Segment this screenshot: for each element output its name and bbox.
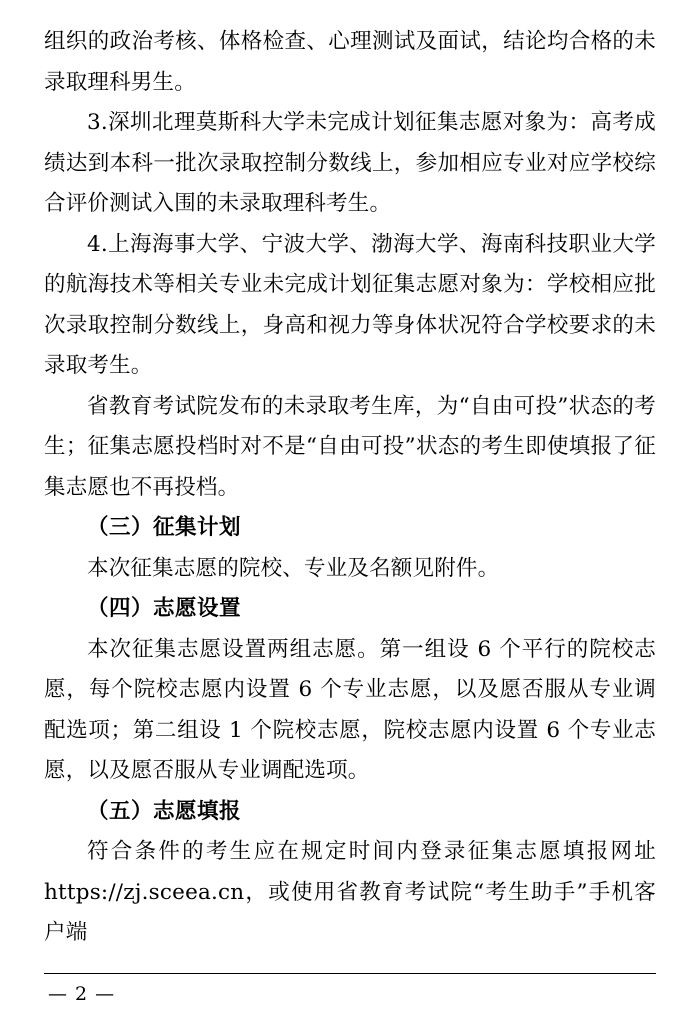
- paragraph-recruitment-plan-body: 本次征集志愿的院校、专业及名额见附件。: [87, 555, 500, 581]
- paragraph-free-status: 省教育考试院发布的未录取考生库，为“自由可投”状态的考生；征集志愿投档时对不是“自由可投”状态的考生即使填报了征集志愿也不再投档。: [44, 393, 656, 500]
- page-footer: [0, 973, 700, 1031]
- page-number: — 2 —: [48, 983, 116, 1005]
- section-heading-recruitment-plan: （三）征集计划: [87, 515, 242, 540]
- document-body: [44, 22, 656, 954]
- paragraph-item-4: 4.上海海事大学、宁波大学、渤海大学、海南科技职业大学的航海技术等相关专业未完成计划征集志愿对象为：学校相应批次录取控制分数线上，身高和视力等身体状况符合学校要求的未录取考生。: [44, 231, 656, 378]
- paragraph-continued: 组织的政治考核、体格检查、心理测试及面试，结论均合格的未录取理科男生。: [44, 29, 656, 95]
- section-heading-volunteer-setup: （四）志愿设置: [87, 596, 242, 621]
- paragraph-volunteer-setup-body: 本次征集志愿设置两组志愿。第一组设 6 个平行的院校志愿，每个院校志愿内设置 6 个专业志愿，以及愿否服从专业调配选项；第二组设 1 个院校志愿，院校志愿内设置 6 个专业志愿，以及愿否服从专业调配选项。: [44, 636, 656, 783]
- section-heading-volunteer-filing: （五）志愿填报: [87, 798, 242, 824]
- paragraph-item-3: 3.深圳北理莫斯科大学未完成计划征集志愿对象为：高考成绩达到本科一批次录取控制分数线上，参加相应专业对应学校综合评价测试入围的未录取理科考生。: [44, 110, 656, 216]
- footer-divider: [44, 973, 656, 974]
- paragraph-volunteer-filing-body: 符合条件的考生应在规定时间内登录征集志愿填报网址 https://zj.sceea.cn，或使用省教育考试院“考生助手”手机客户端: [44, 839, 656, 945]
